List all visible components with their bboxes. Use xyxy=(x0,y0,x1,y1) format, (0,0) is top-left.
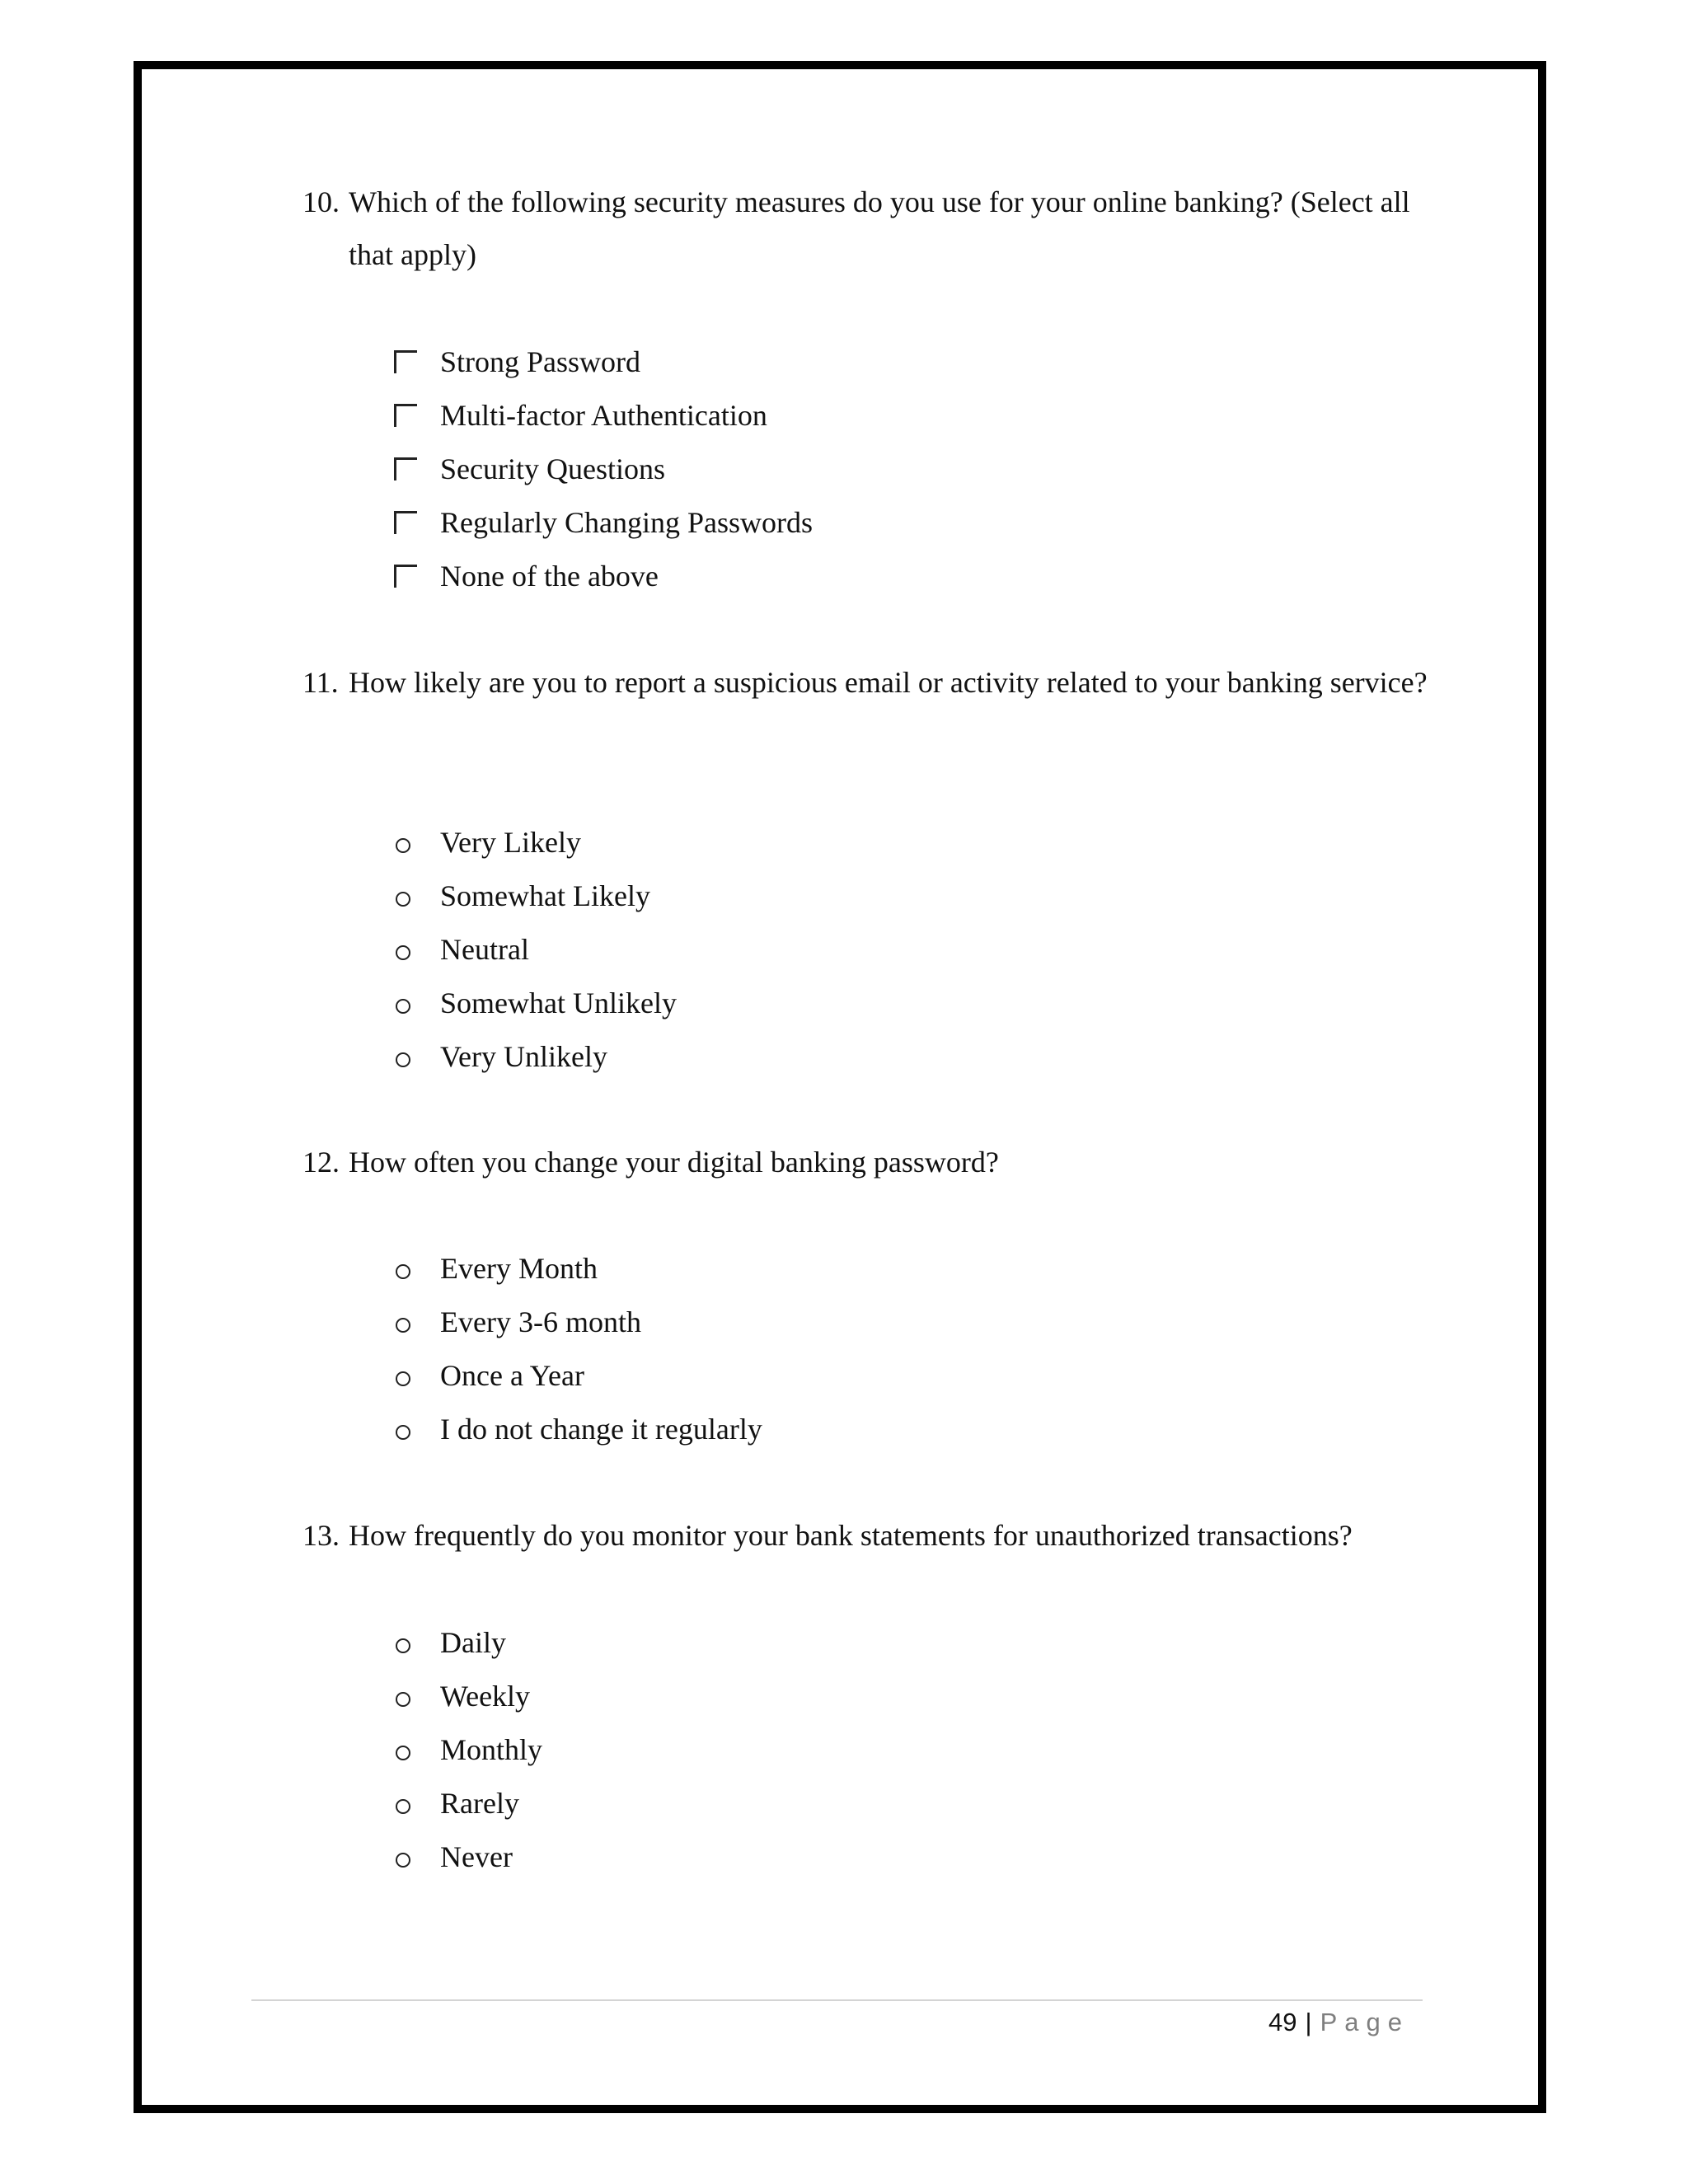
option-never[interactable] xyxy=(394,1830,542,1884)
radio-icon[interactable] xyxy=(396,999,410,1014)
option-weekly[interactable] xyxy=(394,1670,542,1723)
question-text: Which of the following security measures do you use for your online banking? (Select all that apply) xyxy=(349,185,1410,271)
option-neutral[interactable] xyxy=(394,923,677,977)
page-footer xyxy=(1268,2004,1409,2041)
option-label: Very Likely xyxy=(440,826,581,859)
radio-icon[interactable] xyxy=(396,1371,410,1386)
option-somewhat-likely[interactable] xyxy=(394,869,677,923)
question-number: 12. xyxy=(302,1146,340,1179)
question-11 xyxy=(302,656,1440,709)
option-label: Neutral xyxy=(440,933,529,966)
option-monthly[interactable] xyxy=(394,1723,542,1777)
radio-icon[interactable] xyxy=(396,1692,410,1707)
question-12-options xyxy=(394,1242,762,1456)
option-label: Somewhat Unlikely xyxy=(440,987,677,1019)
option-multi-factor-authentication[interactable] xyxy=(394,389,813,443)
option-label: Multi-factor Authentication xyxy=(440,399,767,432)
question-number: 10. xyxy=(302,185,340,218)
checkbox-icon[interactable] xyxy=(394,404,417,427)
checkbox-icon[interactable] xyxy=(394,511,417,534)
radio-icon[interactable] xyxy=(396,1318,410,1333)
question-number: 11. xyxy=(302,666,339,699)
radio-icon[interactable] xyxy=(396,1425,410,1440)
option-every-3-6-month[interactable] xyxy=(394,1296,762,1349)
option-label: None of the above xyxy=(440,560,659,593)
question-12 xyxy=(302,1136,1440,1188)
radio-icon[interactable] xyxy=(396,1799,410,1814)
option-label: Rarely xyxy=(440,1787,519,1820)
option-very-unlikely[interactable] xyxy=(394,1030,677,1084)
radio-icon[interactable] xyxy=(396,1052,410,1067)
option-very-likely[interactable] xyxy=(394,816,677,869)
question-13-options xyxy=(394,1616,542,1884)
option-label: Somewhat Likely xyxy=(440,879,650,912)
option-label: Every 3-6 month xyxy=(440,1305,641,1338)
option-daily[interactable] xyxy=(394,1616,542,1670)
option-label: Once a Year xyxy=(440,1359,584,1392)
option-do-not-change-regularly[interactable] xyxy=(394,1403,762,1456)
option-rarely[interactable] xyxy=(394,1777,542,1830)
question-10 xyxy=(302,176,1440,281)
page-label: Page xyxy=(1320,2008,1409,2036)
option-label: Every Month xyxy=(440,1252,598,1285)
option-label: Monthly xyxy=(440,1733,543,1766)
question-text: How frequently do you monitor your bank statements for unauthorized transactions? xyxy=(349,1519,1353,1552)
option-label: Weekly xyxy=(440,1680,531,1713)
option-label: Daily xyxy=(440,1626,506,1659)
footer-divider xyxy=(251,1999,1423,2001)
option-somewhat-unlikely[interactable] xyxy=(394,977,677,1030)
option-every-month[interactable] xyxy=(394,1242,762,1296)
radio-icon[interactable] xyxy=(396,1264,410,1279)
checkbox-icon[interactable] xyxy=(394,457,417,480)
option-label: I do not change it regularly xyxy=(440,1413,762,1446)
question-text: How often you change your digital banking password? xyxy=(349,1146,999,1179)
radio-icon[interactable] xyxy=(396,945,410,960)
checkbox-icon[interactable] xyxy=(394,350,417,373)
radio-icon[interactable] xyxy=(396,1746,410,1760)
option-once-a-year[interactable] xyxy=(394,1349,762,1403)
page-number: 49 xyxy=(1268,2008,1297,2036)
page-border xyxy=(134,61,1546,2113)
option-label: Regularly Changing Passwords xyxy=(440,506,813,539)
option-label: Security Questions xyxy=(440,452,665,485)
radio-icon[interactable] xyxy=(396,838,410,853)
checkbox-icon[interactable] xyxy=(394,565,417,588)
question-text: How likely are you to report a suspicious email or activity related to your banking service? xyxy=(349,666,1428,699)
option-label: Never xyxy=(440,1840,513,1873)
radio-icon[interactable] xyxy=(396,1853,410,1868)
option-security-questions[interactable] xyxy=(394,443,813,496)
question-13 xyxy=(302,1509,1440,1562)
option-none-of-the-above[interactable] xyxy=(394,550,813,603)
question-number: 13. xyxy=(302,1519,340,1552)
question-10-options xyxy=(394,335,813,603)
option-strong-password[interactable] xyxy=(394,335,813,389)
radio-icon[interactable] xyxy=(396,892,410,907)
question-11-options xyxy=(394,816,677,1084)
page-separator: | xyxy=(1305,2008,1312,2036)
option-regularly-changing-passwords[interactable] xyxy=(394,496,813,550)
option-label: Strong Password xyxy=(440,345,641,378)
option-label: Very Unlikely xyxy=(440,1040,607,1073)
radio-icon[interactable] xyxy=(396,1638,410,1653)
